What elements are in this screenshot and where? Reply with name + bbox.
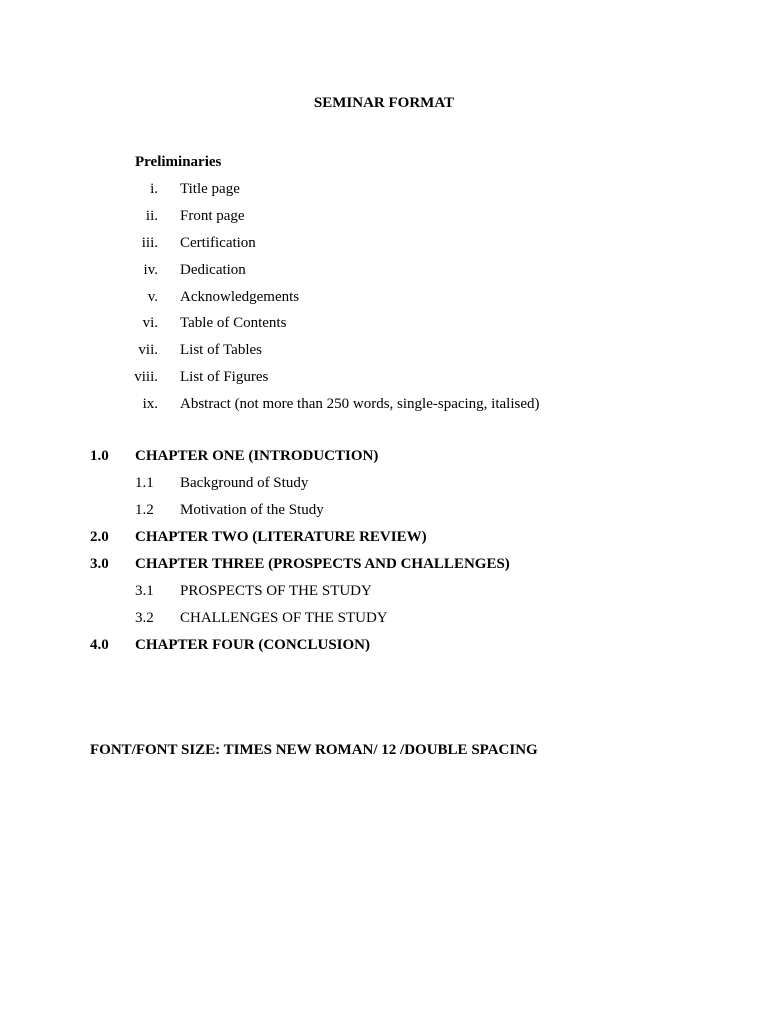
list-item (120, 233, 680, 260)
list-item-number: iv. (143, 261, 158, 278)
font-spec-note: FONT/FONT SIZE: TIMES NEW ROMAN/ 12 /DOUBLE SPACING (90, 742, 538, 758)
section-number: 3.1 (135, 583, 154, 599)
chapter-heading (90, 554, 690, 581)
list-item (120, 367, 680, 394)
list-item-text: Abstract (not more than 250 words, single-spacing, italised) (180, 396, 540, 413)
preliminaries-heading: Preliminaries (135, 154, 222, 170)
list-item (120, 313, 680, 340)
section-number: 1.2 (135, 502, 154, 518)
list-item-number: ix. (142, 396, 158, 413)
section-heading (90, 608, 690, 635)
section-number: 1.1 (135, 475, 154, 491)
section-heading (90, 473, 690, 500)
chapter-number: 2.0 (90, 529, 109, 545)
section-heading (90, 581, 690, 608)
chapter-title: CHAPTER TWO (LITERATURE REVIEW) (135, 529, 427, 545)
list-item-text: List of Figures (180, 369, 269, 386)
chapter-title: CHAPTER ONE (INTRODUCTION) (135, 448, 379, 464)
list-item (120, 260, 680, 287)
chapter-outline (90, 446, 690, 662)
list-item-text: Acknowledgements (180, 288, 300, 305)
preliminaries-list (120, 179, 680, 421)
document-title: SEMINAR FORMAT (313, 95, 455, 111)
section-title: Motivation of the Study (180, 502, 324, 518)
chapter-title: CHAPTER FOUR (CONCLUSION) (135, 637, 371, 653)
list-item-text: Title page (180, 181, 240, 197)
list-item (120, 206, 680, 233)
list-item-number: viii. (134, 369, 158, 386)
chapter-heading (90, 635, 690, 662)
section-heading (90, 500, 690, 527)
chapter-title: CHAPTER THREE (PROSPECTS AND CHALLENGES) (135, 556, 510, 572)
list-item-text: Certification (180, 234, 256, 251)
chapter-number: 1.0 (90, 448, 109, 464)
list-item (120, 179, 680, 206)
section-title: PROSPECTS OF THE STUDY (180, 583, 372, 599)
chapter-number: 3.0 (90, 556, 109, 572)
list-item (120, 340, 680, 367)
list-item-text: Dedication (180, 261, 246, 278)
list-item-text: List of Tables (180, 342, 262, 359)
section-title: Background of Study (180, 475, 309, 491)
section-number: 3.2 (135, 610, 154, 626)
list-item (120, 287, 680, 314)
list-item-text: Front page (180, 207, 245, 224)
list-item (120, 394, 680, 421)
list-item-number: vii. (138, 342, 158, 359)
chapter-heading (90, 446, 690, 473)
list-item-number: v. (147, 288, 158, 305)
section-title: CHALLENGES OF THE STUDY (180, 610, 388, 626)
chapter-heading (90, 527, 690, 554)
list-item-text: Table of Contents (180, 315, 287, 332)
list-item-number: i. (150, 181, 158, 197)
chapter-number: 4.0 (90, 637, 109, 653)
list-item-number: vi. (142, 315, 158, 332)
list-item-number: iii. (141, 234, 158, 251)
list-item-number: ii. (145, 207, 158, 224)
